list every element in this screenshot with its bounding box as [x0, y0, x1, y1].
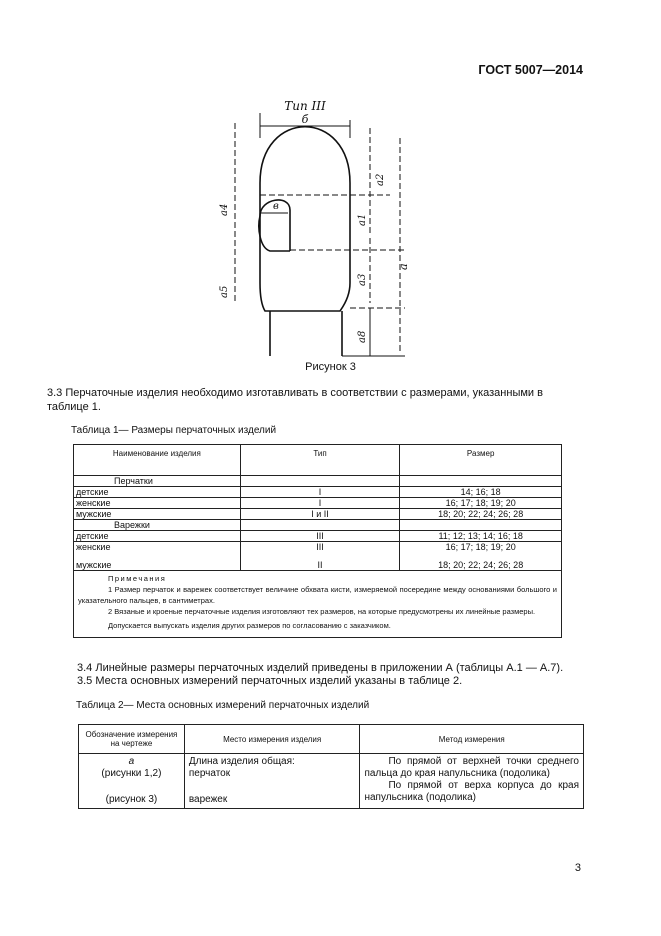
table-cell: 14; 16; 18	[400, 487, 562, 498]
paragraph-3-5: 3.5 Места основных измерений перчаточных изделий указаны в таблице 2.	[77, 675, 463, 687]
table1-col-name: Наименование изделия	[74, 445, 241, 476]
paragraph-3-3: 3.3 Перчаточные изделия необходимо изготавливать в соответствии с размерами, указанными в таблице 1.	[47, 387, 543, 413]
document-header: ГОСТ 5007—2014	[478, 63, 583, 77]
paragraph-3-4: 3.4 Линейные размеры перчаточных изделий приведены в приложении А (таблицы А.1 — А.7).	[77, 662, 564, 674]
paragraphs-3-4-3-5	[77, 662, 597, 688]
symbol-a: a	[128, 756, 135, 767]
table-row	[74, 542, 562, 560]
figure-type-label: Тип III	[284, 99, 326, 113]
table2-header-row	[79, 725, 584, 754]
table-cell: I	[240, 498, 400, 509]
table-cell: женские	[74, 498, 241, 509]
place-gloves: перчаток	[188, 768, 231, 779]
dim-label-a8: a8	[357, 330, 368, 343]
table1-notes	[74, 570, 562, 637]
table-cell: детские	[74, 531, 241, 542]
dim-label-a1: a1	[357, 213, 368, 226]
table2-col-place: Место измерения изделия	[184, 725, 360, 754]
mitten-drawing	[205, 98, 425, 360]
dim-label-a: a	[397, 263, 410, 270]
table-sizes	[73, 444, 562, 638]
dim-label-a4: a4	[219, 203, 230, 216]
table-cell: III	[240, 531, 400, 542]
dim-label-a5: a5	[219, 285, 230, 298]
dim-label-v: в	[273, 201, 279, 212]
note-3: Допускается выпускать изделия других размеров по согласованию с заказчиком.	[108, 620, 391, 630]
table2-col-method: Метод измерения	[360, 725, 584, 754]
table-cell: 11; 12; 13; 14; 16; 18	[400, 531, 562, 542]
table1-group-row	[74, 476, 562, 487]
table-row	[74, 509, 562, 520]
table-row	[74, 531, 562, 542]
mitten-figure	[205, 98, 425, 360]
ref-figures-1-2: (рисунки 1,2)	[101, 768, 162, 779]
table-cell: 18; 20; 22; 24; 26; 28	[400, 509, 562, 520]
table1-col-size: Размер	[400, 445, 562, 476]
place-total-length: Длина изделия общая:	[188, 756, 295, 767]
table-row	[74, 487, 562, 498]
table-row	[74, 560, 562, 571]
method-mittens: По прямой от верха корпуса до края напульсника (подолика)	[364, 780, 579, 803]
table-cell: 16; 17; 18; 19; 20	[400, 542, 562, 560]
table1-header-row	[74, 445, 562, 476]
table-row	[79, 754, 584, 809]
table-cell: мужские	[74, 509, 241, 520]
table1-caption: Таблица 1— Размеры перчаточных изделий	[71, 425, 277, 436]
table1-group-row	[74, 520, 562, 531]
table-cell: детские	[74, 487, 241, 498]
method-gloves: По прямой от верхней точки среднего пальца до края напульсника (подолика)	[364, 756, 579, 779]
page-number: 3	[574, 862, 581, 874]
table-cell: 16; 17; 18; 19; 20	[400, 498, 562, 509]
table-row	[74, 498, 562, 509]
table1-col-type: Тип	[240, 445, 400, 476]
dim-label-b: б	[301, 113, 309, 126]
note-2: 2 Вязаные и кроеные перчаточные изделия изготовляют тех размеров, на которые предусмотрены их линейные размеры.	[108, 606, 536, 616]
note-1: 1 Размер перчаток и варежек соответствует величине обхвата кисти, измеряемой посередине между основаниями большого и указательного пальцев, в сантиметрах.	[78, 584, 557, 605]
place-mittens: варежек	[188, 794, 228, 805]
table-cell: женские	[74, 542, 241, 560]
dim-label-a2: a2	[375, 173, 386, 186]
table-cell: I	[240, 487, 400, 498]
table1-group-mittens: Варежки	[74, 520, 241, 531]
figure-caption: Рисунок 3	[305, 361, 356, 373]
table-cell: I и II	[240, 509, 400, 520]
table2-col-symbol: Обозначение измерения на чертеже	[79, 725, 185, 754]
dim-label-a3: a3	[357, 273, 368, 286]
ref-figure-3: (рисунок 3)	[105, 794, 158, 805]
table-cell: 18; 20; 22; 24; 26; 28	[400, 560, 562, 571]
notes-title: Примечания	[108, 573, 167, 583]
table1-group-gloves: Перчатки	[74, 476, 241, 487]
table-measurement-places	[78, 724, 584, 809]
table-cell: мужские	[74, 560, 241, 571]
table2-caption: Таблица 2— Места основных измерений перчаточных изделий	[76, 700, 370, 711]
table-cell: III	[240, 542, 400, 560]
table-cell: II	[240, 560, 400, 571]
